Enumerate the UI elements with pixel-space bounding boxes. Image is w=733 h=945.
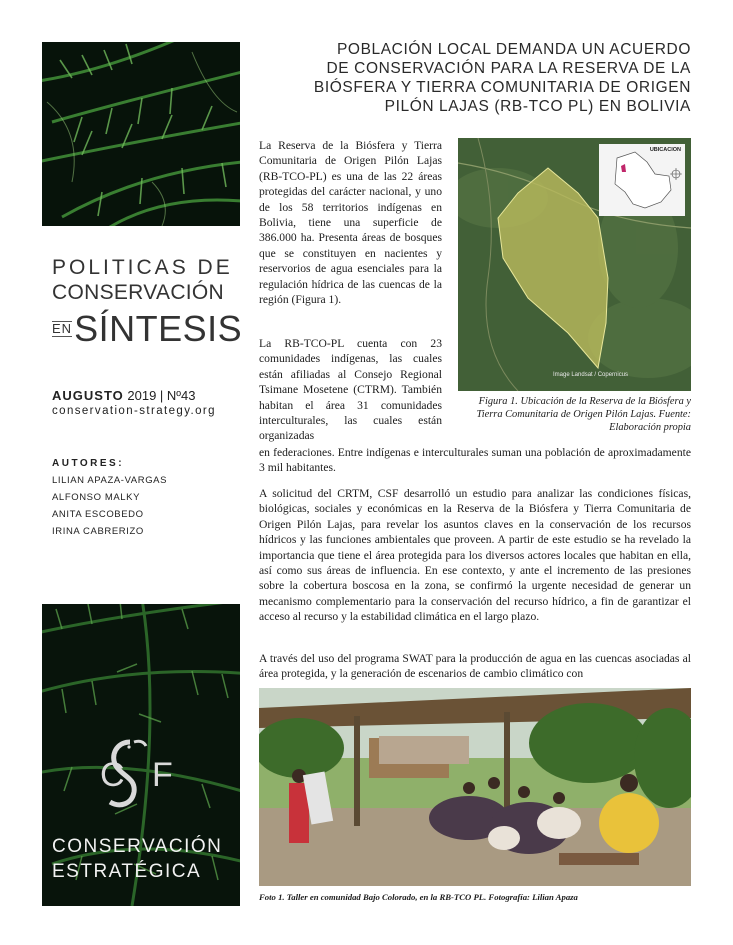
series-title-line2: CONSERVACIÓN <box>52 281 225 304</box>
article-title-line: POBLACIÓN LOCAL DEMANDA UN ACUERDO <box>336 41 691 58</box>
author-name: ALFONSO MALKY <box>52 492 141 503</box>
figure-1-caption: Figura 1. Ubicación de la Reserva de la Biósfera y Tierra Comunitaria de Origen Pilón Lajas. Fuente: Elaboración propia <box>476 396 691 434</box>
article-title <box>261 40 691 116</box>
map-location-inset <box>599 144 685 216</box>
location-map-figure <box>458 138 691 391</box>
author-name: IRINA CABRERIZO <box>52 526 144 537</box>
series-title-en: EN <box>52 321 73 336</box>
body-paragraph-1: La Reserva de la Biósfera y Tierra Comunitaria de Origen Pilón Lajas (RB-TCO-PL) es una de las 22 áreas protegidas del carácter nacional, y uno de los 58 territorios indígenas en Bolivia, tiene una superficie de 386.000 ha. Presenta áreas de bosques que se constituyen en nacientes y reservorios de agua esenciales para la regulación hídrica de las cuencas de la región (Figura 1). <box>259 139 442 307</box>
map-inset-label: UBICACION <box>649 147 681 153</box>
issue-number: 2019 | Nº43 <box>123 388 196 403</box>
body-paragraph-4: A través del uso del programa SWAT para la producción de agua en las cuencas asociadas al área protegida, y la generación de escenarios de cambio climático con <box>259 652 691 681</box>
organization-name <box>52 834 222 884</box>
article-title-line: PILÓN LAJAS (RB-TCO PL) EN BOLIVIA <box>384 98 691 115</box>
organization-name-line2: ESTRATÉGICA <box>52 861 202 882</box>
organization-name-line1: CONSERVACIÓN <box>52 836 223 857</box>
cover-leaf-image-top <box>42 42 240 226</box>
map-image-credit: Image Landsat / Copernicus <box>553 372 629 378</box>
issue-line <box>52 388 196 403</box>
authors-list <box>52 475 167 543</box>
author-name: ANITA ESCOBEDO <box>52 509 144 520</box>
svg-text:C: C <box>100 756 125 794</box>
article-title-line: DE CONSERVACIÓN PARA LA RESERVA DE LA <box>326 60 691 77</box>
authors-label: AUTORES: <box>52 458 125 469</box>
series-title-line1: POLITICAS DE <box>52 256 233 279</box>
svg-text:F: F <box>152 756 173 794</box>
series-title-sintesis: SÍNTESIS <box>74 308 243 349</box>
body-paragraph-2-continued: en federaciones. Entre indígenas e interculturales suman una población de aproximadamente 3 mil habitantes. <box>259 446 691 475</box>
website-link[interactable]: conservation-strategy.org <box>52 405 216 417</box>
body-paragraph-2: La RB-TCO-PL cuenta con 23 comunidades indígenas, las cuales están afiliadas al Consejo Regional Tsimane Mosetene (CTRM). También habitan el área 31 comunidades interculturales, las cuales están organizadas <box>259 337 442 443</box>
article-title-line: BIÓSFERA Y TIERRA COMUNITARIA DE ORIGEN <box>313 79 691 96</box>
series-title <box>52 256 242 352</box>
csf-logo <box>96 736 188 816</box>
workshop-photo <box>259 688 691 886</box>
author-name: LILIAN APAZA-VARGAS <box>52 475 168 486</box>
body-paragraph-3: A solicitud del CRTM, CSF desarrolló un estudio para analizar las condiciones físicas, biológicas, sociales y económicas en la Reserva de la Biósfera y Tierra Comunitaria de Origen Pilón Lajas, para revelar los asuntos claves en la conservación de los recursos hídricos y las funciones ambientales que proveen. A partir de este estudio se ha revelado la importancia que tiene el área protegida para los diversos actores locales que habitan en ella, así como sus áreas de influencia. En ese contexto, y ante el incremento de las presiones sobre la cobertura boscosa en la zona, se confirmó la urgente necesidad de generar un mecanismo complementario para la conservación del recurso hídrico, a fin de garantizar el acceso al recurso y la estabilidad climática en el largo plazo. <box>259 487 691 624</box>
photo-1-caption: Foto 1. Taller en comunidad Bajo Colorado, en la RB-TCO PL. Fotografía: Lilian Apaza <box>259 892 578 902</box>
issue-month: AUGUSTO <box>52 388 124 403</box>
